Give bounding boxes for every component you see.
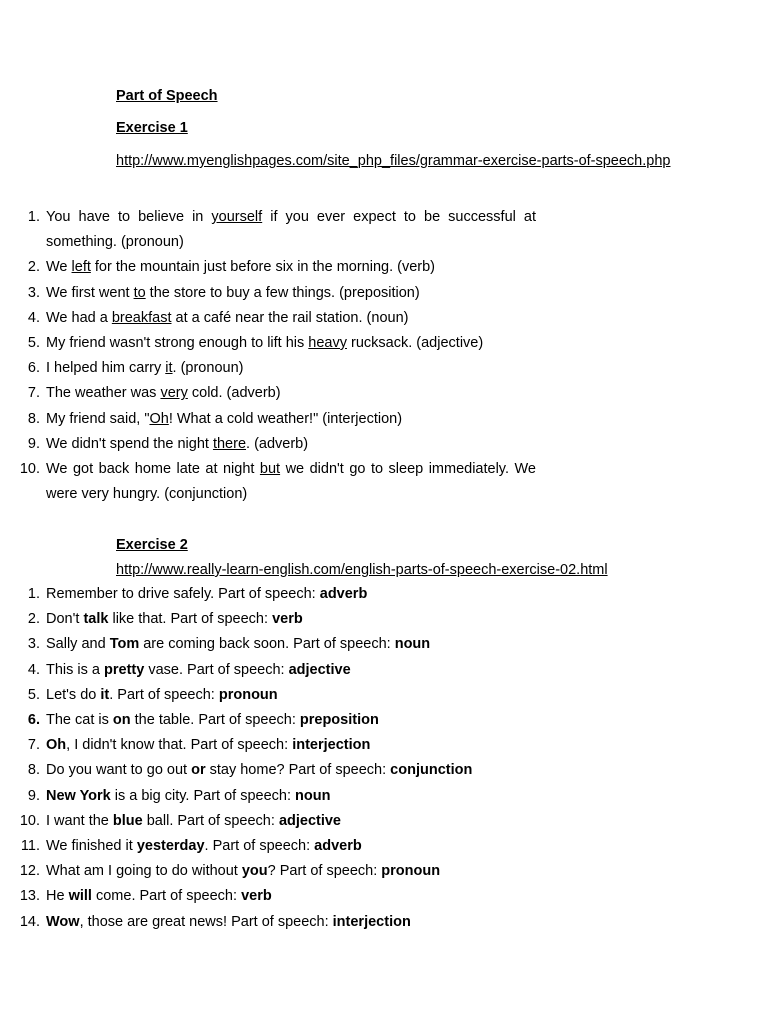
bold-word: adverb [319,586,368,602]
bold-word: on [112,712,131,729]
text-segment: My friend said, " [46,410,150,427]
item-text [46,356,536,381]
item-number: 8. [27,410,40,427]
page-title: Part of Speech [116,88,218,104]
item-number: 5. [27,335,40,352]
bold-word: pronoun [218,686,278,703]
text-segment: I helped him carry [46,360,166,377]
item-number: 7. [27,385,40,402]
text-segment: The cat is [46,712,113,729]
list-item [0,306,536,331]
text-segment: vase. Part of speech: [144,661,289,678]
list-item [0,582,560,607]
item-text [46,582,560,607]
text-segment: rucksack. (adjective) [347,335,484,352]
item-number: 4. [27,661,40,678]
bold-word: you [241,863,268,880]
underlined-word: heavy [308,335,347,352]
list-item [0,809,560,834]
item-text [46,255,536,280]
text-segment: , I didn't know that. Part of speech: [66,737,293,754]
item-text [46,733,560,758]
item-text [46,910,560,935]
text-segment: ball. Part of speech: [142,812,279,829]
underlined-word: very [160,385,188,402]
item-text [46,758,560,783]
text-segment: . Part of speech: [204,838,315,855]
exercise-1-heading: Exercise 1 [116,120,188,136]
text-segment: ? Part of speech: [267,863,382,880]
bold-word: blue [112,812,143,829]
list-item [0,910,560,935]
bold-word: noun [295,787,331,804]
item-number: 2. [27,611,40,628]
text-segment: The weather was [46,385,161,402]
bold-word: Wow [46,913,80,930]
list-item [0,683,560,708]
item-text [46,784,560,809]
text-segment: . (pronoun) [172,360,244,377]
text-segment: We had a [46,309,112,326]
item-text [46,331,536,356]
underlined-word: but [259,461,281,478]
text-segment: are coming back soon. Part of speech: [139,636,395,653]
exercise-2-heading: Exercise 2 [116,537,188,553]
text-segment: . Part of speech: [109,686,219,703]
bold-word: it [100,686,110,703]
item-number: 8. [27,762,40,779]
text-segment: Let's do [46,686,101,703]
list-item [0,607,560,632]
text-segment: , those are great news! Part of speech: [79,913,333,930]
item-number: 9. [27,787,40,804]
item-text [46,683,560,708]
list-item [0,884,560,909]
bold-word: yesterday [136,838,205,855]
bold-word: verb [272,611,303,628]
item-number: 9. [27,435,40,452]
underlined-word: there [212,435,247,452]
bold-word: adverb [314,838,362,855]
list-item [0,432,536,457]
item-text [46,658,560,683]
list-item [0,205,536,255]
list-item [0,733,560,758]
bold-word: adjective [278,812,342,829]
text-segment: Sally and [46,636,110,653]
text-segment: ! What a cold weather!" (interjection) [168,410,403,427]
text-segment: we didn't go to sleep immediately. We were very hungry. (conjunction) [46,461,536,503]
item-number: 7. [27,737,40,754]
text-segment: We first went [46,284,134,301]
list-item [0,255,536,280]
text-segment: Do you want to go out [46,762,192,779]
text-segment: Remember to drive safely. Part of speech: [46,586,320,602]
text-segment: We finished it [46,838,137,855]
list-item [0,407,536,432]
bold-word: conjunction [390,762,473,779]
item-number: 3. [27,284,40,301]
text-segment: Don't [46,611,84,628]
text-segment: the store to buy a few things. (preposition) [145,284,420,301]
item-number: 3. [27,636,40,653]
bold-word: noun [394,636,431,653]
list-item [0,708,560,733]
underlined-word: to [133,284,146,301]
bold-word: verb [241,888,272,905]
list-item [0,381,536,406]
item-text [46,632,560,657]
list-item [0,632,560,657]
bold-word: adjective [288,661,351,678]
text-segment: This is a [46,661,105,678]
list-item [0,834,560,859]
text-segment: stay home? Part of speech: [205,762,391,779]
text-segment: for the mountain just before six in the morning. (verb) [90,259,436,276]
item-number: 13. [19,888,40,905]
item-text [46,607,560,632]
item-text [46,884,560,909]
item-number: 11. [20,838,40,855]
text-segment: I want the [46,812,113,829]
exercise-2-list [0,582,560,935]
item-number: 4. [27,309,40,326]
text-segment: like that. Part of speech: [108,611,273,628]
list-item [0,859,560,884]
underlined-word: yourself [211,209,263,225]
underlined-word: it [165,360,173,377]
bold-word: pronoun [381,863,441,880]
list-item [0,658,560,683]
bold-word: New York [46,787,111,804]
text-segment: My friend wasn't strong enough to lift his [46,335,309,352]
item-number: 12. [19,863,40,880]
list-item [0,758,560,783]
text-segment: What am I going to do without [46,863,242,880]
item-number: 14. [19,913,40,930]
text-segment: if you ever expect to be successful at something. (pronoun) [46,209,536,251]
item-text [46,306,536,331]
item-text [46,809,560,834]
text-segment: at a café near the rail station. (noun) [171,309,409,326]
item-number: 1. [27,586,40,602]
exercise-1-list [0,205,536,507]
list-item [0,331,536,356]
list-item [0,356,536,381]
text-segment: We got back home late at night [46,461,260,478]
text-segment: We didn't spend the night [46,435,213,452]
underlined-word: left [71,259,91,276]
item-text [46,205,536,255]
item-text [46,381,536,406]
underlined-word: Oh [149,410,169,427]
item-number: 6. [27,360,40,377]
item-text [46,834,560,859]
item-text [46,281,536,306]
item-number: 10. [19,461,40,478]
bold-word: pretty [104,661,145,678]
text-segment: the table. Part of speech: [130,712,300,729]
text-segment: You have to believe in [46,209,212,225]
list-item [0,457,536,507]
item-text [46,859,560,884]
item-text [46,708,560,733]
exercise-1-link[interactable]: http://www.myenglishpages.com/site_php_files/grammar-exercise-parts-of-speech.php [116,153,671,169]
item-text [46,432,536,457]
bold-word: will [68,888,92,905]
bold-word: preposition [299,712,379,729]
item-number: 5. [27,686,40,703]
item-number: 10. [19,812,40,829]
text-segment: come. Part of speech: [91,888,242,905]
item-number: 2. [27,259,40,276]
bold-word: talk [83,611,109,628]
bold-word: interjection [292,737,371,754]
item-text [46,457,536,507]
underlined-word: breakfast [111,309,172,326]
text-segment: We [46,259,72,276]
item-number: 6. [27,712,40,729]
bold-word: Oh [46,737,67,754]
item-text [46,407,536,432]
exercise-2-link[interactable]: http://www.really-learn-english.com/english-parts-of-speech-exercise-02.html [116,562,608,578]
text-segment: He [46,888,69,905]
list-item [0,281,536,306]
text-segment: cold. (adverb) [187,385,281,402]
bold-word: interjection [332,913,411,930]
list-item [0,784,560,809]
bold-word: Tom [109,636,140,653]
bold-word: or [191,762,206,779]
text-segment: is a big city. Part of speech: [110,787,296,804]
text-segment: . (adverb) [246,435,309,452]
item-number: 1. [27,209,40,225]
